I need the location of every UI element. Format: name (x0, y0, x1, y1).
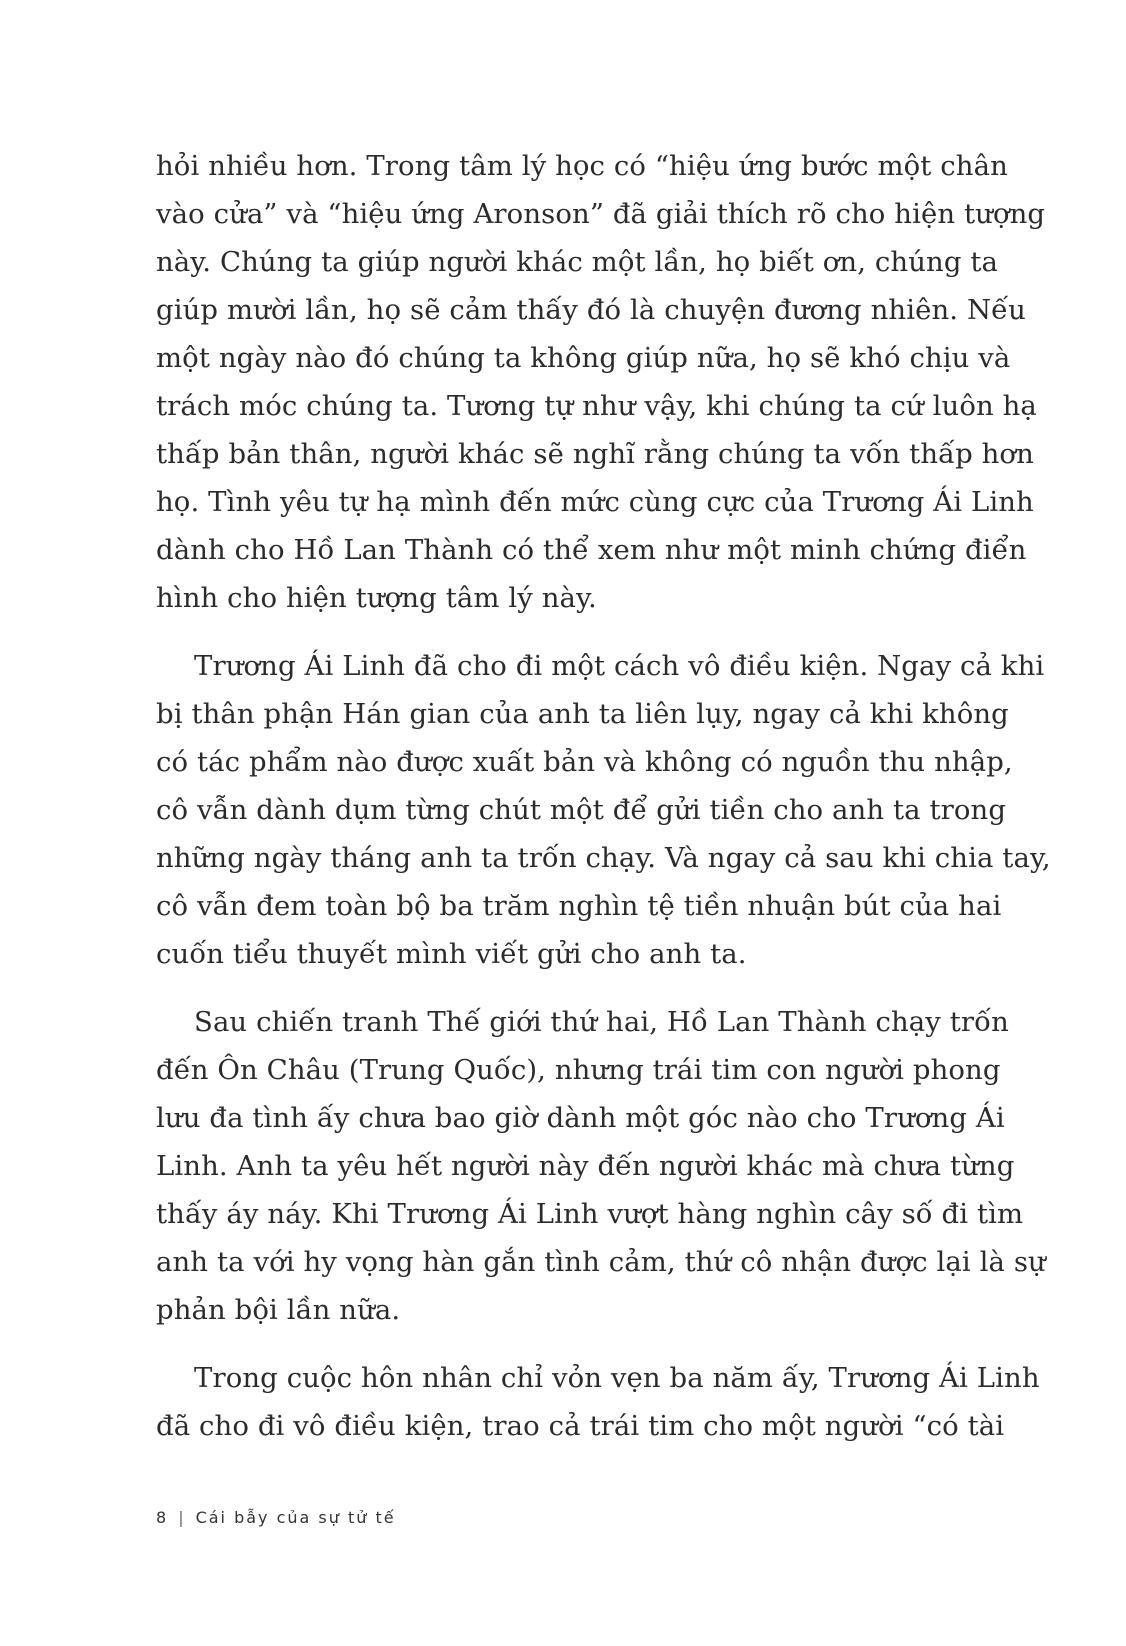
text-line: hỏi nhiều hơn. Trong tâm lý học có “hiệu ứng bước một chân (156, 150, 1008, 182)
text-line: đã cho đi vô điều kiện, trao cả trái tim cho một người “có tài (156, 1410, 1005, 1442)
text-line: Linh. Anh ta yêu hết người này đến người khác mà chưa từng (156, 1150, 1015, 1182)
text-line: bị thân phận Hán gian của anh ta liên lụy, ngay cả khi không (156, 698, 1009, 730)
text-line: đến Ôn Châu (Trung Quốc), nhưng trái tim con người phong (156, 1054, 1001, 1086)
text-line: họ. Tình yêu tự hạ mình đến mức cùng cực của Trương Ái Linh (156, 486, 1034, 518)
text-line: lưu đa tình ấy chưa bao giờ dành một góc nào cho Trương Ái (156, 1102, 1005, 1134)
paragraph (156, 1354, 1040, 1450)
paragraph-gap (156, 1334, 978, 1354)
paragraph-gap (156, 978, 978, 998)
text-line: thấp bản thân, người khác sẽ nghĩ rằng chúng ta vốn thấp hơn (156, 438, 1034, 470)
text-line: này. Chúng ta giúp người khác một lần, họ biết ơn, chúng ta (156, 246, 999, 278)
text-line: dành cho Hồ Lan Thành có thể xem như một minh chứng điển (156, 534, 1027, 566)
text-line: những ngày tháng anh ta trốn chạy. Và ngay cả sau khi chia tay, (156, 842, 1051, 874)
text-line: có tác phẩm nào được xuất bản và không có nguồn thu nhập, (156, 746, 1013, 778)
paragraph (156, 642, 1051, 978)
paragraph (156, 998, 1046, 1334)
text-line: Trong cuộc hôn nhân chỉ vỏn vẹn ba năm ấy, Trương Ái Linh (194, 1362, 1040, 1394)
text-line: hình cho hiện tượng tâm lý này. (156, 582, 597, 614)
text-line: trách móc chúng ta. Tương tự như vậy, khi chúng ta cứ luôn hạ (156, 390, 1037, 422)
text-line: cô vẫn dành dụm từng chút một để gửi tiền cho anh ta trong (156, 794, 1007, 826)
text-line: giúp mười lần, họ sẽ cảm thấy đó là chuyện đương nhiên. Nếu (156, 294, 1026, 326)
paragraph (156, 142, 1046, 622)
page-footer (156, 1508, 396, 1527)
text-line: một ngày nào đó chúng ta không giúp nữa, họ sẽ khó chịu và (156, 342, 1011, 374)
text-line: Sau chiến tranh Thế giới thứ hai, Hồ Lan Thành chạy trốn (194, 1006, 1009, 1038)
running-title: Cái bẫy của sự tử tế (195, 1508, 396, 1527)
text-line: cuốn tiểu thuyết mình viết gửi cho anh ta. (156, 938, 747, 970)
body-text (156, 142, 1051, 1450)
text-line: vào cửa” và “hiệu ứng Aronson” đã giải thích rõ cho hiện tượng (156, 198, 1046, 230)
text-line: anh ta với hy vọng hàn gắn tình cảm, thứ cô nhận được lại là sự (156, 1246, 1046, 1278)
paragraph-gap (156, 622, 978, 642)
text-line: thấy áy náy. Khi Trương Ái Linh vượt hàng nghìn cây số đi tìm (156, 1198, 1024, 1230)
text-line: phản bội lần nữa. (156, 1294, 401, 1326)
text-line: Trương Ái Linh đã cho đi một cách vô điều kiện. Ngay cả khi (194, 650, 1045, 682)
page-number: 8 (156, 1508, 169, 1527)
footer-separator: | (178, 1508, 186, 1527)
text-line: cô vẫn đem toàn bộ ba trăm nghìn tệ tiền nhuận bút của hai (156, 890, 1002, 922)
